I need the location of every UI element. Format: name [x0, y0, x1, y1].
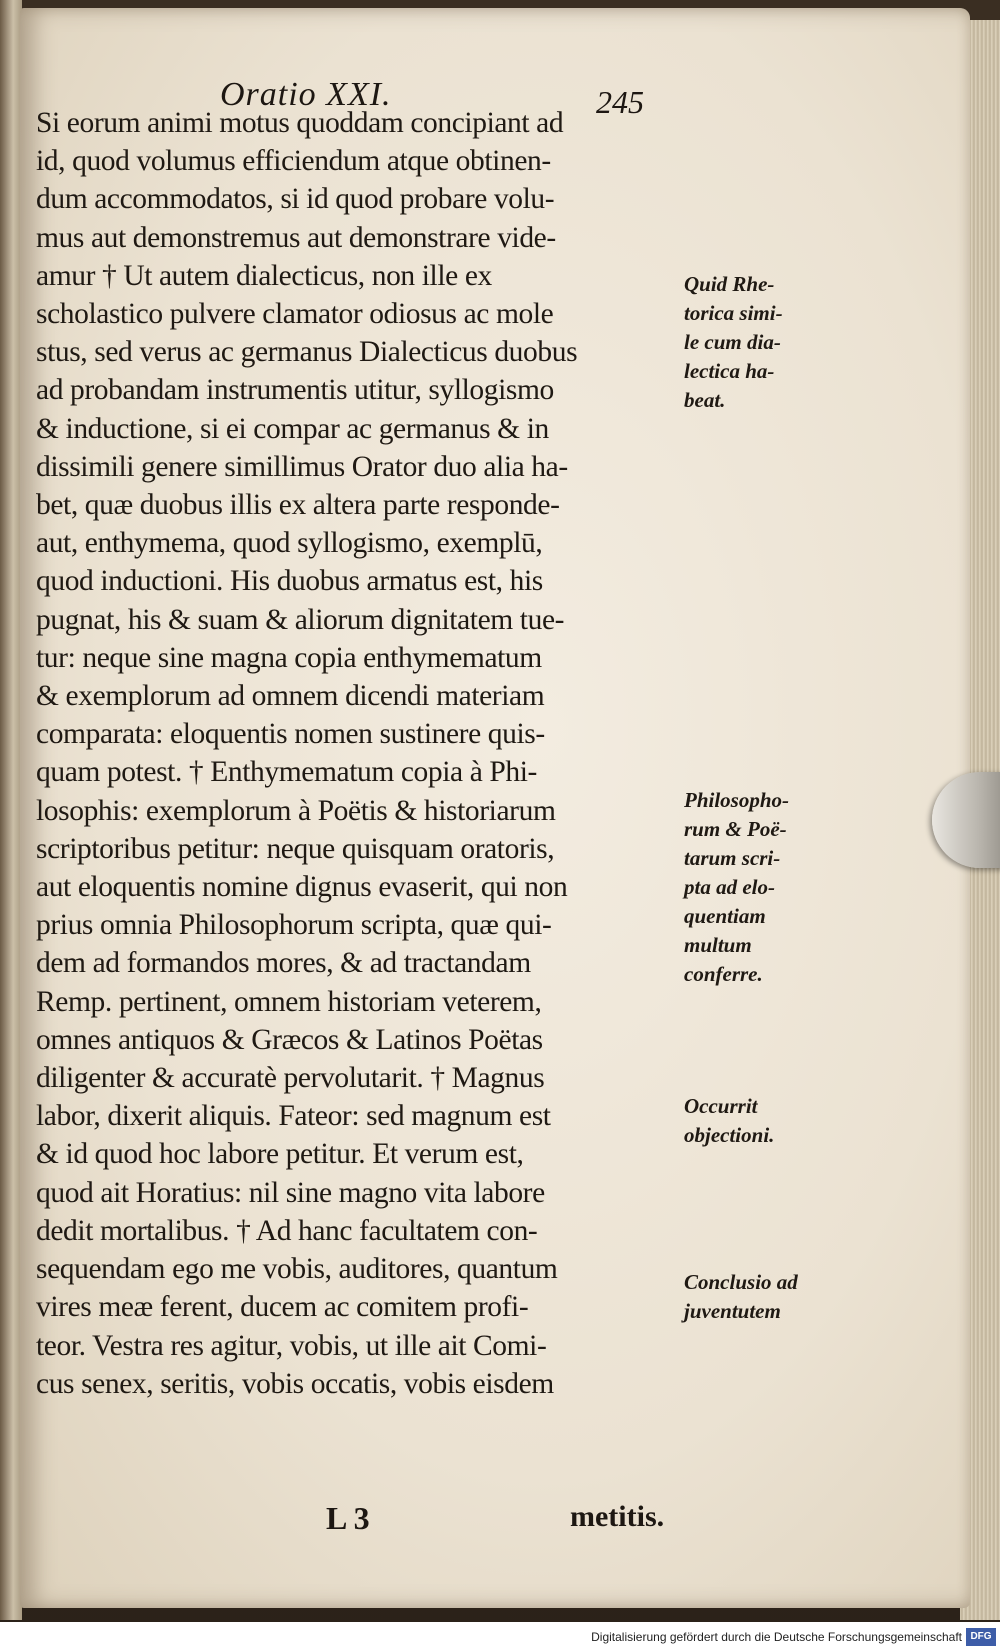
body-line: dum accommodatos, si id quod probare volu- [36, 183, 555, 216]
margin-note-line: rum & Poë- [684, 817, 787, 841]
body-line: cus senex, seritis, vobis occatis, vobis eisdem [36, 1367, 554, 1400]
signature-mark: L 3 [326, 1500, 370, 1536]
body-line: aut, enthymema, quod syllogismo, exemplū, [36, 527, 543, 560]
body-line: quam potest. † Enthymematum copia à Phi- [36, 756, 537, 789]
body-line: sequendam ego me vobis, auditores, quantum [36, 1253, 558, 1286]
margin-note [684, 270, 834, 415]
body-line: Remp. pertinent, omnem historiam veterem, [36, 985, 542, 1018]
body-line: stus, sed verus ac germanus Dialecticus duobus [36, 336, 578, 369]
catchword: metitis. [570, 1500, 665, 1533]
margin-note-line: beat. [684, 388, 726, 412]
body-line: quod inductioni. His duobus armatus est, his [36, 565, 543, 598]
margin-note-line: lectica ha- [684, 359, 775, 383]
margin-note-line: quentiam [684, 904, 766, 928]
body-line: dem ad formandos mores, & ad tractandam [36, 947, 531, 980]
margin-note-line: Philosopho- [684, 788, 790, 812]
facing-page-edge [0, 0, 22, 1620]
page-number: 245 [596, 84, 644, 120]
body-text [36, 104, 676, 1403]
margin-note-line: Quid Rhe- [684, 272, 775, 296]
body-line: losophis: exemplorum à Poëtis & historiarum [36, 794, 556, 827]
body-line: aut eloquentis nomine dignus evaserit, qui non [36, 871, 568, 904]
body-line: Si eorum animi motus quoddam concipiant ad [36, 107, 564, 139]
margin-note-line: pta ad elo- [684, 875, 775, 899]
body-line: teor. Vestra res agitur, vobis, ut ille ait Comi- [36, 1329, 547, 1362]
body-line: & id quod hoc labore petitur. Et verum est, [36, 1138, 524, 1171]
body-line: bet, quæ duobus illis ex altera parte responde- [36, 489, 560, 522]
margin-note [684, 1268, 834, 1326]
body-line: dissimili genere simillimus Orator duo alia ha- [36, 450, 568, 483]
margin-note-line: juventutem [684, 1299, 781, 1323]
dfg-logo: DFG [966, 1628, 996, 1646]
body-line: ad probandam instrumentis utitur, syllogismo [36, 374, 554, 407]
body-line: prius omnia Philosophorum scripta, quæ qui- [36, 909, 552, 942]
margin-note [684, 1092, 834, 1150]
body-line: labor, dixerit aliquis. Fateor: sed magnum est [36, 1100, 551, 1133]
margin-note-line: conferre. [684, 962, 763, 986]
body-line: diligenter & accuratè pervolutarit. † Magnus [36, 1062, 545, 1095]
body-line: quod ait Horatius: nil sine magno vita labore [36, 1176, 545, 1209]
body-line: tur: neque sine magna copia enthymematum [36, 641, 542, 674]
margin-note-line: tarum scri- [684, 846, 781, 870]
margin-note-line: multum [684, 933, 752, 957]
body-line: & inductione, si ei compar ac germanus & in [36, 412, 549, 445]
running-head: Oratio XXI. [220, 76, 392, 113]
margin-note-line: Conclusio ad [684, 1270, 798, 1294]
body-line: scriptoribus petitur: neque quisquam oratoris, [36, 832, 555, 865]
margin-note-line: le cum dia- [684, 330, 781, 354]
body-line: dedit mortalibus. † Ad hanc facultatem con- [36, 1214, 538, 1247]
digitization-credit: Digitalisierung gefördert durch die Deutsche Forschungsgemeinschaft [591, 1630, 962, 1644]
margin-note-line: torica simi- [684, 301, 783, 325]
margin-note-line: objectioni. [684, 1123, 775, 1147]
body-line: omnes antiquos & Græcos & Latinos Poëtas [36, 1023, 543, 1056]
body-line: & exemplorum ad omnem dicendi materiam [36, 680, 545, 713]
body-line: pugnat, his & suam & aliorum dignitatem tue- [36, 603, 565, 636]
margin-note-line: Occurrit [684, 1094, 758, 1118]
body-line: mus aut demonstremus aut demonstrare vide- [36, 221, 556, 254]
body-line: comparata: eloquentis nomen sustinere quis- [36, 718, 545, 751]
body-line: scholastico pulvere clamator odiosus ac mole [36, 298, 554, 331]
body-line: id, quod volumus efficiendum atque obtinen- [36, 145, 551, 178]
margin-note [684, 786, 834, 989]
body-line: amur † Ut autem dialecticus, non ille ex [36, 259, 492, 292]
body-line: vires meæ ferent, ducem ac comitem profi- [36, 1291, 529, 1324]
